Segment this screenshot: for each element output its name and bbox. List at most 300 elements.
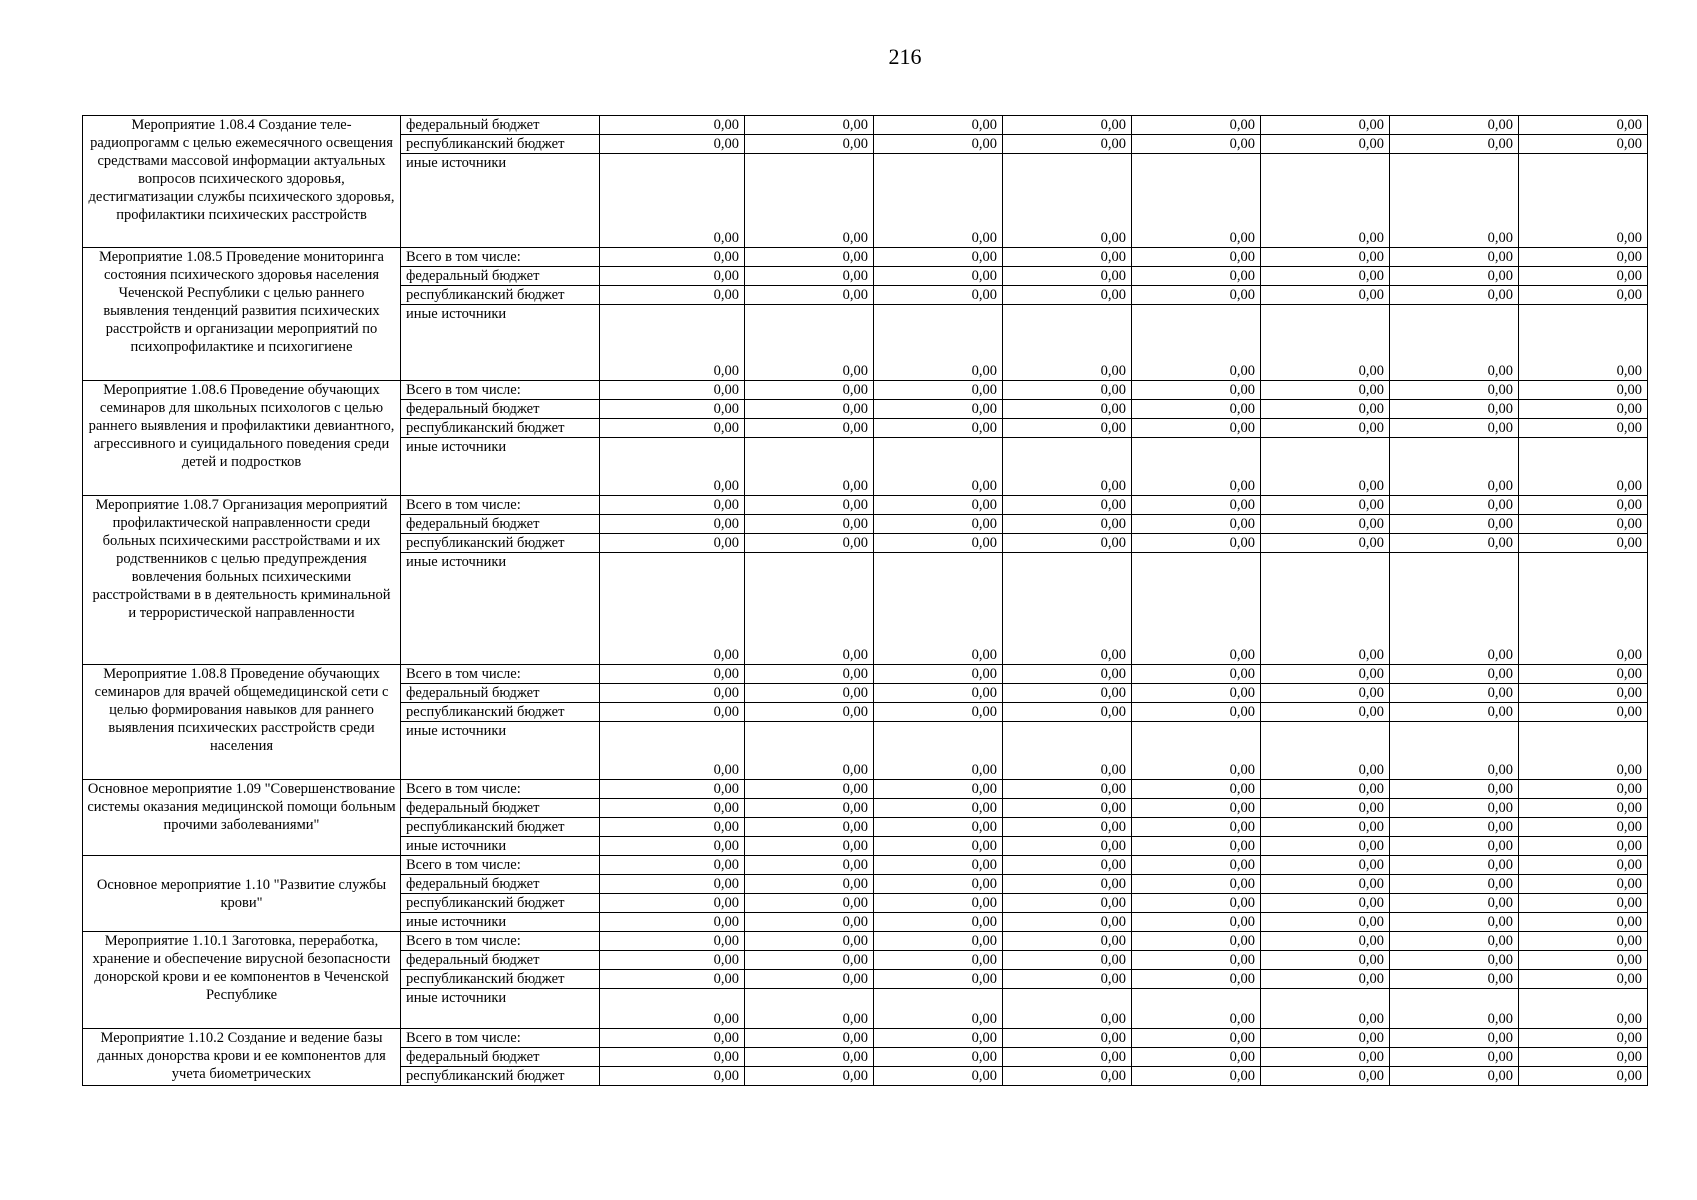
amount-cell: 0,00	[1261, 154, 1390, 248]
amount-cell: 0,00	[874, 1029, 1003, 1048]
amount-cell: 0,00	[1132, 951, 1261, 970]
amount-cell: 0,00	[1003, 722, 1132, 780]
funding-table-body	[83, 116, 1648, 1086]
amount-cell: 0,00	[600, 1048, 745, 1067]
amount-cell: 0,00	[1132, 248, 1261, 267]
amount-cell: 0,00	[1390, 1067, 1519, 1086]
amount-cell: 0,00	[874, 703, 1003, 722]
amount-cell: 0,00	[874, 722, 1003, 780]
amount-cell: 0,00	[1261, 1029, 1390, 1048]
table-row	[83, 248, 1648, 267]
amount-cell: 0,00	[1261, 799, 1390, 818]
amount-cell: 0,00	[874, 913, 1003, 932]
amount-cell: 0,00	[1390, 665, 1519, 684]
amount-cell: 0,00	[1261, 1048, 1390, 1067]
amount-cell: 0,00	[1132, 665, 1261, 684]
amount-cell: 0,00	[1261, 515, 1390, 534]
funding-source-cell: Всего в том числе:	[401, 932, 600, 951]
amount-cell: 0,00	[1519, 154, 1648, 248]
amount-cell: 0,00	[1003, 951, 1132, 970]
amount-cell: 0,00	[1132, 722, 1261, 780]
amount-cell: 0,00	[1003, 818, 1132, 837]
amount-cell: 0,00	[1390, 400, 1519, 419]
amount-cell: 0,00	[600, 780, 745, 799]
amount-cell: 0,00	[1003, 267, 1132, 286]
amount-cell: 0,00	[874, 419, 1003, 438]
amount-cell: 0,00	[1132, 875, 1261, 894]
amount-cell: 0,00	[874, 534, 1003, 553]
amount-cell: 0,00	[600, 856, 745, 875]
amount-cell: 0,00	[745, 799, 874, 818]
amount-cell: 0,00	[1261, 534, 1390, 553]
amount-cell: 0,00	[745, 515, 874, 534]
amount-cell: 0,00	[1519, 1048, 1648, 1067]
amount-cell: 0,00	[600, 665, 745, 684]
funding-source-cell: федеральный бюджет	[401, 267, 600, 286]
amount-cell: 0,00	[1390, 989, 1519, 1029]
amount-cell: 0,00	[1519, 799, 1648, 818]
amount-cell: 0,00	[1519, 248, 1648, 267]
amount-cell: 0,00	[1003, 116, 1132, 135]
amount-cell: 0,00	[600, 951, 745, 970]
amount-cell: 0,00	[600, 684, 745, 703]
amount-cell: 0,00	[1003, 1067, 1132, 1086]
amount-cell: 0,00	[1390, 438, 1519, 496]
amount-cell: 0,00	[1390, 116, 1519, 135]
amount-cell: 0,00	[745, 553, 874, 665]
event-name-cell: Мероприятие 1.08.4 Создание теле-радиопрогамм с целью ежемесячного освещения средствами массовой информации актуальных вопросов психического здоровья, дестигматизации службы психического здоровья, профилактики психических расстройств	[83, 116, 401, 248]
amount-cell: 0,00	[1261, 875, 1390, 894]
amount-cell: 0,00	[1390, 856, 1519, 875]
amount-cell: 0,00	[1261, 913, 1390, 932]
funding-source-cell: иные источники	[401, 837, 600, 856]
amount-cell: 0,00	[874, 684, 1003, 703]
amount-cell: 0,00	[1003, 894, 1132, 913]
funding-source-cell: республиканский бюджет	[401, 534, 600, 553]
amount-cell: 0,00	[1261, 856, 1390, 875]
funding-source-cell: федеральный бюджет	[401, 1048, 600, 1067]
amount-cell: 0,00	[1519, 267, 1648, 286]
funding-source-cell: федеральный бюджет	[401, 400, 600, 419]
amount-cell: 0,00	[1390, 534, 1519, 553]
amount-cell: 0,00	[600, 837, 745, 856]
amount-cell: 0,00	[600, 1067, 745, 1086]
funding-source-cell: иные источники	[401, 553, 600, 665]
funding-source-cell: республиканский бюджет	[401, 894, 600, 913]
amount-cell: 0,00	[874, 400, 1003, 419]
funding-source-cell: иные источники	[401, 722, 600, 780]
event-name-cell: Основное мероприятие 1.09 "Совершенствование системы оказания медицинской помощи больным прочими заболеваниями"	[83, 780, 401, 856]
amount-cell: 0,00	[600, 818, 745, 837]
amount-cell: 0,00	[1132, 799, 1261, 818]
amount-cell: 0,00	[1261, 722, 1390, 780]
amount-cell: 0,00	[600, 722, 745, 780]
amount-cell: 0,00	[1003, 1029, 1132, 1048]
funding-source-cell: республиканский бюджет	[401, 286, 600, 305]
amount-cell: 0,00	[1519, 894, 1648, 913]
amount-cell: 0,00	[600, 286, 745, 305]
funding-source-cell: иные источники	[401, 154, 600, 248]
amount-cell: 0,00	[1390, 837, 1519, 856]
amount-cell: 0,00	[874, 780, 1003, 799]
funding-source-cell: республиканский бюджет	[401, 419, 600, 438]
amount-cell: 0,00	[1132, 818, 1261, 837]
amount-cell: 0,00	[1261, 837, 1390, 856]
funding-source-cell: федеральный бюджет	[401, 951, 600, 970]
amount-cell: 0,00	[1003, 248, 1132, 267]
funding-source-cell: республиканский бюджет	[401, 703, 600, 722]
amount-cell: 0,00	[1132, 684, 1261, 703]
amount-cell: 0,00	[1519, 116, 1648, 135]
amount-cell: 0,00	[1261, 970, 1390, 989]
amount-cell: 0,00	[1390, 932, 1519, 951]
amount-cell: 0,00	[600, 970, 745, 989]
amount-cell: 0,00	[1132, 932, 1261, 951]
funding-source-cell: Всего в том числе:	[401, 1029, 600, 1048]
event-name-cell: Мероприятие 1.10.2 Создание и ведение базы данных донорства крови и ее компонентов для учета биометрических	[83, 1029, 401, 1086]
amount-cell: 0,00	[1261, 665, 1390, 684]
amount-cell: 0,00	[1132, 286, 1261, 305]
amount-cell: 0,00	[1132, 970, 1261, 989]
amount-cell: 0,00	[1003, 970, 1132, 989]
amount-cell: 0,00	[1519, 534, 1648, 553]
amount-cell: 0,00	[745, 989, 874, 1029]
amount-cell: 0,00	[1132, 154, 1261, 248]
amount-cell: 0,00	[1003, 305, 1132, 381]
amount-cell: 0,00	[874, 515, 1003, 534]
amount-cell: 0,00	[1003, 400, 1132, 419]
funding-source-cell: Всего в том числе:	[401, 665, 600, 684]
amount-cell: 0,00	[1390, 913, 1519, 932]
amount-cell: 0,00	[1003, 799, 1132, 818]
amount-cell: 0,00	[1132, 703, 1261, 722]
amount-cell: 0,00	[745, 703, 874, 722]
event-name-cell: Мероприятие 1.10.1 Заготовка, переработка, хранение и обеспечение вирусной безопасности донорской крови и ее компонентов в Чеченской Республике	[83, 932, 401, 1029]
amount-cell: 0,00	[1519, 286, 1648, 305]
amount-cell: 0,00	[745, 154, 874, 248]
amount-cell: 0,00	[1261, 135, 1390, 154]
page-number: 216	[888, 44, 922, 69]
amount-cell: 0,00	[874, 305, 1003, 381]
amount-cell: 0,00	[1003, 534, 1132, 553]
amount-cell: 0,00	[1519, 684, 1648, 703]
amount-cell: 0,00	[1390, 1029, 1519, 1048]
amount-cell: 0,00	[1519, 703, 1648, 722]
amount-cell: 0,00	[1519, 553, 1648, 665]
amount-cell: 0,00	[1390, 818, 1519, 837]
amount-cell: 0,00	[1390, 248, 1519, 267]
amount-cell: 0,00	[1261, 780, 1390, 799]
amount-cell: 0,00	[1261, 951, 1390, 970]
amount-cell: 0,00	[1519, 135, 1648, 154]
amount-cell: 0,00	[1132, 913, 1261, 932]
funding-source-cell: республиканский бюджет	[401, 970, 600, 989]
amount-cell: 0,00	[1003, 856, 1132, 875]
amount-cell: 0,00	[874, 267, 1003, 286]
amount-cell: 0,00	[1003, 780, 1132, 799]
event-name-cell: Мероприятие 1.08.7 Организация мероприятий профилактической направленности среди больных психическими расстройствами и их родственников с целью предупреждения вовлечения больных психическими расстройствами в в деятельность криминальной и террористической направленности	[83, 496, 401, 665]
amount-cell: 0,00	[1003, 703, 1132, 722]
amount-cell: 0,00	[1003, 1048, 1132, 1067]
table-row	[83, 496, 1648, 515]
amount-cell: 0,00	[745, 970, 874, 989]
amount-cell: 0,00	[874, 381, 1003, 400]
amount-cell: 0,00	[600, 1029, 745, 1048]
amount-cell: 0,00	[745, 286, 874, 305]
amount-cell: 0,00	[1003, 875, 1132, 894]
amount-cell: 0,00	[1519, 305, 1648, 381]
amount-cell: 0,00	[1519, 438, 1648, 496]
funding-source-cell: Всего в том числе:	[401, 496, 600, 515]
amount-cell: 0,00	[1519, 932, 1648, 951]
amount-cell: 0,00	[745, 837, 874, 856]
amount-cell: 0,00	[1390, 951, 1519, 970]
funding-source-cell: иные источники	[401, 989, 600, 1029]
amount-cell: 0,00	[600, 515, 745, 534]
amount-cell: 0,00	[1519, 837, 1648, 856]
amount-cell: 0,00	[1519, 1029, 1648, 1048]
amount-cell: 0,00	[745, 1048, 874, 1067]
funding-source-cell: Всего в том числе:	[401, 381, 600, 400]
amount-cell: 0,00	[745, 722, 874, 780]
amount-cell: 0,00	[600, 703, 745, 722]
amount-cell: 0,00	[1003, 135, 1132, 154]
amount-cell: 0,00	[600, 400, 745, 419]
amount-cell: 0,00	[600, 248, 745, 267]
amount-cell: 0,00	[874, 286, 1003, 305]
table-row	[83, 116, 1648, 135]
funding-table	[82, 115, 1648, 1086]
table-row	[83, 780, 1648, 799]
amount-cell: 0,00	[1390, 267, 1519, 286]
amount-cell: 0,00	[745, 780, 874, 799]
funding-source-cell: Всего в том числе:	[401, 780, 600, 799]
amount-cell: 0,00	[600, 267, 745, 286]
amount-cell: 0,00	[1261, 703, 1390, 722]
amount-cell: 0,00	[1261, 438, 1390, 496]
table-row	[83, 381, 1648, 400]
amount-cell: 0,00	[1519, 665, 1648, 684]
amount-cell: 0,00	[1132, 856, 1261, 875]
amount-cell: 0,00	[1132, 989, 1261, 1029]
amount-cell: 0,00	[1261, 818, 1390, 837]
amount-cell: 0,00	[1519, 400, 1648, 419]
amount-cell: 0,00	[874, 951, 1003, 970]
amount-cell: 0,00	[600, 875, 745, 894]
amount-cell: 0,00	[1003, 154, 1132, 248]
amount-cell: 0,00	[1519, 780, 1648, 799]
amount-cell: 0,00	[1261, 684, 1390, 703]
amount-cell: 0,00	[745, 438, 874, 496]
amount-cell: 0,00	[1390, 381, 1519, 400]
amount-cell: 0,00	[1003, 381, 1132, 400]
amount-cell: 0,00	[600, 932, 745, 951]
amount-cell: 0,00	[1132, 1048, 1261, 1067]
amount-cell: 0,00	[874, 989, 1003, 1029]
amount-cell: 0,00	[745, 913, 874, 932]
amount-cell: 0,00	[1390, 780, 1519, 799]
amount-cell: 0,00	[874, 970, 1003, 989]
amount-cell: 0,00	[745, 932, 874, 951]
amount-cell: 0,00	[1003, 438, 1132, 496]
amount-cell: 0,00	[1132, 135, 1261, 154]
amount-cell: 0,00	[1132, 553, 1261, 665]
amount-cell: 0,00	[1390, 286, 1519, 305]
amount-cell: 0,00	[1261, 496, 1390, 515]
amount-cell: 0,00	[1261, 894, 1390, 913]
amount-cell: 0,00	[600, 135, 745, 154]
amount-cell: 0,00	[600, 534, 745, 553]
amount-cell: 0,00	[1519, 419, 1648, 438]
amount-cell: 0,00	[1003, 665, 1132, 684]
amount-cell: 0,00	[1132, 400, 1261, 419]
amount-cell: 0,00	[874, 665, 1003, 684]
amount-cell: 0,00	[1132, 419, 1261, 438]
amount-cell: 0,00	[1261, 381, 1390, 400]
amount-cell: 0,00	[600, 419, 745, 438]
amount-cell: 0,00	[745, 665, 874, 684]
amount-cell: 0,00	[874, 799, 1003, 818]
amount-cell: 0,00	[1003, 515, 1132, 534]
amount-cell: 0,00	[1261, 116, 1390, 135]
funding-source-cell: Всего в том числе:	[401, 856, 600, 875]
amount-cell: 0,00	[600, 438, 745, 496]
amount-cell: 0,00	[1519, 989, 1648, 1029]
funding-source-cell: Всего в том числе:	[401, 248, 600, 267]
amount-cell: 0,00	[1132, 1029, 1261, 1048]
amount-cell: 0,00	[1261, 932, 1390, 951]
funding-source-cell: республиканский бюджет	[401, 818, 600, 837]
amount-cell: 0,00	[745, 1067, 874, 1086]
amount-cell: 0,00	[745, 496, 874, 515]
amount-cell: 0,00	[1132, 496, 1261, 515]
amount-cell: 0,00	[745, 135, 874, 154]
amount-cell: 0,00	[874, 856, 1003, 875]
amount-cell: 0,00	[600, 799, 745, 818]
amount-cell: 0,00	[745, 381, 874, 400]
amount-cell: 0,00	[1519, 970, 1648, 989]
amount-cell: 0,00	[1519, 496, 1648, 515]
amount-cell: 0,00	[1261, 1067, 1390, 1086]
amount-cell: 0,00	[1132, 116, 1261, 135]
amount-cell: 0,00	[1261, 419, 1390, 438]
amount-cell: 0,00	[1519, 515, 1648, 534]
amount-cell: 0,00	[745, 684, 874, 703]
amount-cell: 0,00	[1132, 305, 1261, 381]
amount-cell: 0,00	[600, 116, 745, 135]
amount-cell: 0,00	[745, 856, 874, 875]
amount-cell: 0,00	[1519, 875, 1648, 894]
amount-cell: 0,00	[745, 419, 874, 438]
amount-cell: 0,00	[1132, 438, 1261, 496]
amount-cell: 0,00	[1003, 496, 1132, 515]
amount-cell: 0,00	[1390, 799, 1519, 818]
funding-source-cell: иные источники	[401, 913, 600, 932]
amount-cell: 0,00	[1132, 780, 1261, 799]
amount-cell: 0,00	[600, 894, 745, 913]
amount-cell: 0,00	[1132, 1067, 1261, 1086]
amount-cell: 0,00	[874, 875, 1003, 894]
amount-cell: 0,00	[874, 894, 1003, 913]
amount-cell: 0,00	[745, 116, 874, 135]
amount-cell: 0,00	[1519, 951, 1648, 970]
amount-cell: 0,00	[1390, 970, 1519, 989]
amount-cell: 0,00	[874, 1048, 1003, 1067]
amount-cell: 0,00	[1519, 818, 1648, 837]
amount-cell: 0,00	[1003, 553, 1132, 665]
amount-cell: 0,00	[1003, 286, 1132, 305]
amount-cell: 0,00	[1390, 496, 1519, 515]
amount-cell: 0,00	[1132, 267, 1261, 286]
amount-cell: 0,00	[745, 400, 874, 419]
amount-cell: 0,00	[874, 438, 1003, 496]
amount-cell: 0,00	[1390, 722, 1519, 780]
amount-cell: 0,00	[1261, 305, 1390, 381]
table-row	[83, 932, 1648, 951]
amount-cell: 0,00	[745, 1029, 874, 1048]
amount-cell: 0,00	[1390, 684, 1519, 703]
amount-cell: 0,00	[1132, 894, 1261, 913]
amount-cell: 0,00	[1003, 419, 1132, 438]
amount-cell: 0,00	[600, 496, 745, 515]
amount-cell: 0,00	[1390, 894, 1519, 913]
amount-cell: 0,00	[745, 267, 874, 286]
funding-source-cell: республиканский бюджет	[401, 1067, 600, 1086]
event-name-cell: Мероприятие 1.08.8 Проведение обучающих семинаров для врачей общемедицинской сети с целью формирования навыков для раннего выявления психических расстройств среди населения	[83, 665, 401, 780]
funding-source-cell: федеральный бюджет	[401, 116, 600, 135]
amount-cell: 0,00	[745, 951, 874, 970]
amount-cell: 0,00	[1390, 875, 1519, 894]
funding-source-cell: республиканский бюджет	[401, 135, 600, 154]
amount-cell: 0,00	[874, 116, 1003, 135]
amount-cell: 0,00	[1261, 989, 1390, 1029]
amount-cell: 0,00	[745, 534, 874, 553]
amount-cell: 0,00	[1390, 154, 1519, 248]
amount-cell: 0,00	[745, 875, 874, 894]
amount-cell: 0,00	[600, 989, 745, 1029]
amount-cell: 0,00	[1390, 515, 1519, 534]
amount-cell: 0,00	[1261, 400, 1390, 419]
amount-cell: 0,00	[874, 837, 1003, 856]
amount-cell: 0,00	[1261, 267, 1390, 286]
amount-cell: 0,00	[874, 496, 1003, 515]
amount-cell: 0,00	[1003, 837, 1132, 856]
amount-cell: 0,00	[1390, 1048, 1519, 1067]
amount-cell: 0,00	[1261, 286, 1390, 305]
amount-cell: 0,00	[600, 913, 745, 932]
amount-cell: 0,00	[600, 305, 745, 381]
funding-source-cell: федеральный бюджет	[401, 799, 600, 818]
amount-cell: 0,00	[874, 818, 1003, 837]
amount-cell: 0,00	[1132, 837, 1261, 856]
amount-cell: 0,00	[1003, 932, 1132, 951]
table-row	[83, 665, 1648, 684]
amount-cell: 0,00	[874, 932, 1003, 951]
amount-cell: 0,00	[874, 135, 1003, 154]
amount-cell: 0,00	[745, 894, 874, 913]
event-name-cell: Основное мероприятие 1.10 "Развитие службы крови"	[83, 856, 401, 932]
funding-source-cell: федеральный бюджет	[401, 515, 600, 534]
amount-cell: 0,00	[1519, 856, 1648, 875]
amount-cell: 0,00	[1003, 684, 1132, 703]
amount-cell: 0,00	[1519, 913, 1648, 932]
amount-cell: 0,00	[1390, 419, 1519, 438]
funding-source-cell: иные источники	[401, 438, 600, 496]
amount-cell: 0,00	[1132, 381, 1261, 400]
table-row	[83, 1029, 1648, 1048]
funding-source-cell: иные источники	[401, 305, 600, 381]
amount-cell: 0,00	[1132, 534, 1261, 553]
